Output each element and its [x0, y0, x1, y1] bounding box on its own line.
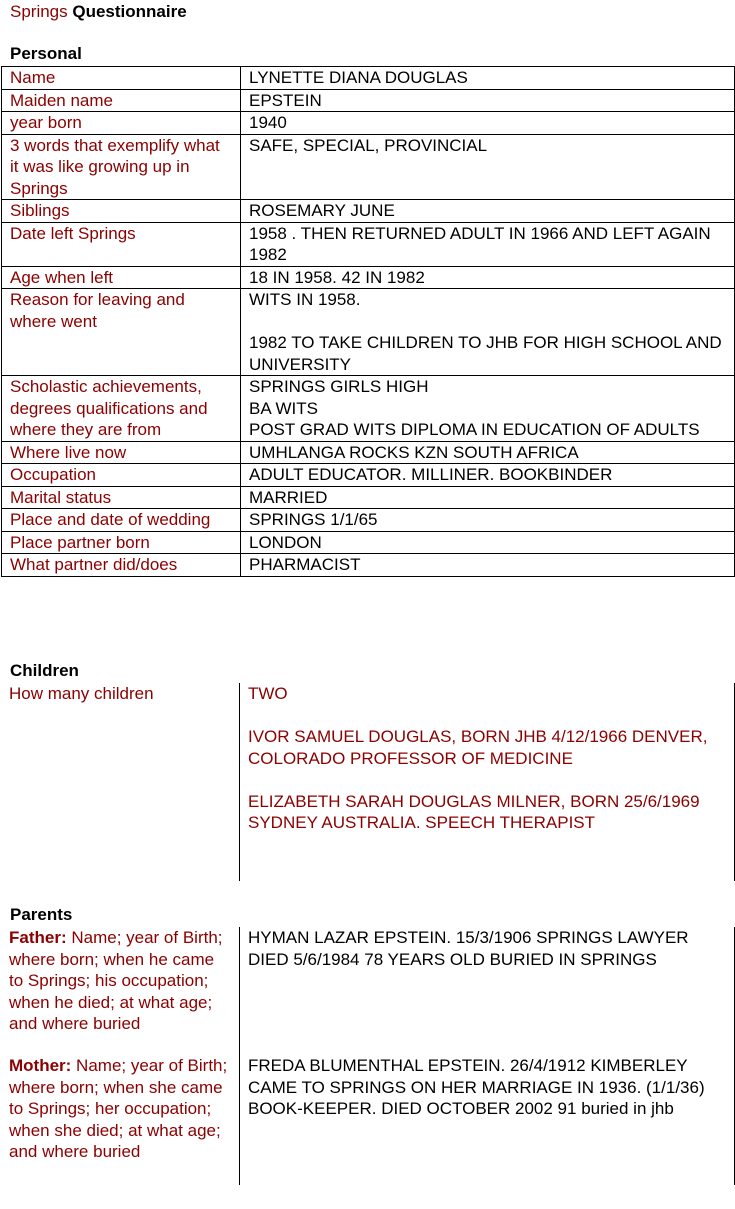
- value-line: ADULT EDUCATOR. MILLINER. BOOKBINDER: [249, 465, 613, 484]
- father-label-text: Name; year of Birth; where born; when he came to Springs; his occupation; when he died; at what age; and where buried: [9, 928, 223, 1033]
- father-bold: Father:: [9, 928, 67, 947]
- field-value: [241, 509, 735, 532]
- field-value: [241, 112, 735, 135]
- field-label: Where live now: [2, 441, 241, 464]
- children-label: How many children: [9, 684, 154, 703]
- table-row: [2, 376, 735, 442]
- table-row: [2, 464, 735, 487]
- section-heading-personal: Personal: [10, 44, 82, 63]
- title-part2: Questionnaire: [72, 2, 187, 21]
- value-line: 1958 . THEN RETURNED ADULT IN 1966 AND LEFT AGAIN 1982: [249, 223, 711, 264]
- value-line: TWO: [248, 684, 288, 703]
- value-line: [249, 311, 726, 333]
- document-title: [10, 2, 187, 22]
- table-row: [2, 222, 735, 266]
- table-row: [2, 200, 735, 223]
- value-line: [248, 769, 726, 791]
- field-label: Maiden name: [2, 89, 241, 112]
- table-row: [2, 266, 735, 289]
- value-line: WITS IN 1958.: [249, 290, 361, 309]
- field-label: Age when left: [2, 266, 241, 289]
- table-row: [2, 531, 735, 554]
- table-row: [2, 441, 735, 464]
- value-line: UMHLANGA ROCKS KZN SOUTH AFRICA: [249, 442, 579, 462]
- table-row: [2, 554, 735, 577]
- table-row: [1, 1055, 735, 1185]
- value-line: 1940: [249, 113, 287, 132]
- field-label: Name: [2, 67, 241, 90]
- value-line: [248, 705, 726, 727]
- field-value: [241, 289, 735, 376]
- title-part1: Springs: [10, 2, 68, 21]
- value-line: BA WITS: [249, 398, 318, 418]
- value-line: ROSEMARY JUNE: [249, 201, 395, 220]
- section-heading-parents: Parents: [10, 905, 73, 924]
- field-label: Marital status: [2, 486, 241, 509]
- father-value: HYMAN LAZAR EPSTEIN. 15/3/1906 SPRINGS LAWYER DIED 5/6/1984 78 YEARS OLD BURIED IN SPRINGS: [240, 927, 735, 1055]
- mother-label: [1, 1055, 240, 1185]
- field-value: [241, 67, 735, 90]
- value-line: SAFE, SPECIAL, PROVINCIAL: [249, 135, 488, 155]
- personal-table: [1, 66, 735, 577]
- value-line: MARRIED: [249, 487, 328, 507]
- table-row: [1, 683, 735, 881]
- field-label: Place partner born: [2, 531, 241, 554]
- parents-table: [1, 927, 735, 1185]
- field-value: [241, 464, 735, 487]
- section-heading-children: Children: [10, 661, 79, 680]
- field-label: What partner did/does: [2, 554, 241, 577]
- field-value: [241, 376, 735, 442]
- field-value: [241, 531, 735, 554]
- field-value: [241, 222, 735, 266]
- children-value: [240, 683, 735, 881]
- field-label: 3 words that exemplify what it was like growing up in Springs: [2, 134, 241, 200]
- mother-bold: Mother:: [9, 1056, 72, 1075]
- field-value: [241, 266, 735, 289]
- value-line: ELIZABETH SARAH DOUGLAS MILNER, BORN 25/6/1969 SYDNEY AUSTRALIA. SPEECH THERAPIST: [248, 791, 700, 832]
- value-line: EPSTEIN: [249, 90, 322, 110]
- value-line: POST GRAD WITS DIPLOMA IN EDUCATION OF ADULTS: [249, 420, 700, 439]
- field-label: Date left Springs: [2, 222, 241, 266]
- table-row: [2, 67, 735, 90]
- value-line: LONDON: [249, 532, 322, 552]
- mother-value: FREDA BLUMENTHAL EPSTEIN. 26/4/1912 KIMBERLEY CAME TO SPRINGS ON HER MARRIAGE IN 1936. (1/1/36) BOOK-KEEPER. DIED OCTOBER 2002 91 buried in jhb: [240, 1055, 735, 1185]
- field-label: Place and date of wedding: [2, 509, 241, 532]
- children-table: [1, 683, 735, 881]
- table-row: [2, 509, 735, 532]
- table-row: [2, 112, 735, 135]
- field-value: [241, 200, 735, 223]
- field-value: [241, 441, 735, 464]
- value-line: 18 IN 1958. 42 IN 1982: [249, 267, 425, 287]
- table-row: [2, 289, 735, 376]
- value-line: PHARMACIST: [249, 555, 361, 574]
- field-value: [241, 486, 735, 509]
- field-label: Occupation: [2, 464, 241, 487]
- field-label: year born: [2, 112, 241, 135]
- value-line: IVOR SAMUEL DOUGLAS, BORN JHB 4/12/1966 DENVER, COLORADO PROFESSOR OF MEDICINE: [248, 727, 708, 768]
- value-line: 1982 TO TAKE CHILDREN TO JHB FOR HIGH SCHOOL AND UNIVERSITY: [249, 333, 722, 374]
- field-value: [241, 134, 735, 200]
- value-line: SPRINGS GIRLS HIGH: [249, 377, 429, 396]
- field-value: [241, 89, 735, 112]
- table-row: [1, 927, 735, 1055]
- field-label: Reason for leaving and where went: [2, 289, 241, 376]
- field-value: [241, 554, 735, 577]
- mother-label-text: Name; year of Birth; where born; when she came to Springs; her occupation; when she died; at what age; and where buried: [9, 1056, 228, 1161]
- field-label: Siblings: [2, 200, 241, 223]
- table-row: [2, 89, 735, 112]
- value-line: LYNETTE DIANA DOUGLAS: [249, 68, 468, 87]
- table-row: [2, 486, 735, 509]
- table-row: [2, 134, 735, 200]
- value-line: SPRINGS 1/1/65: [249, 510, 378, 529]
- field-label: Scholastic achievements, degrees qualifications and where they are from: [2, 376, 241, 442]
- father-label: [1, 927, 240, 1055]
